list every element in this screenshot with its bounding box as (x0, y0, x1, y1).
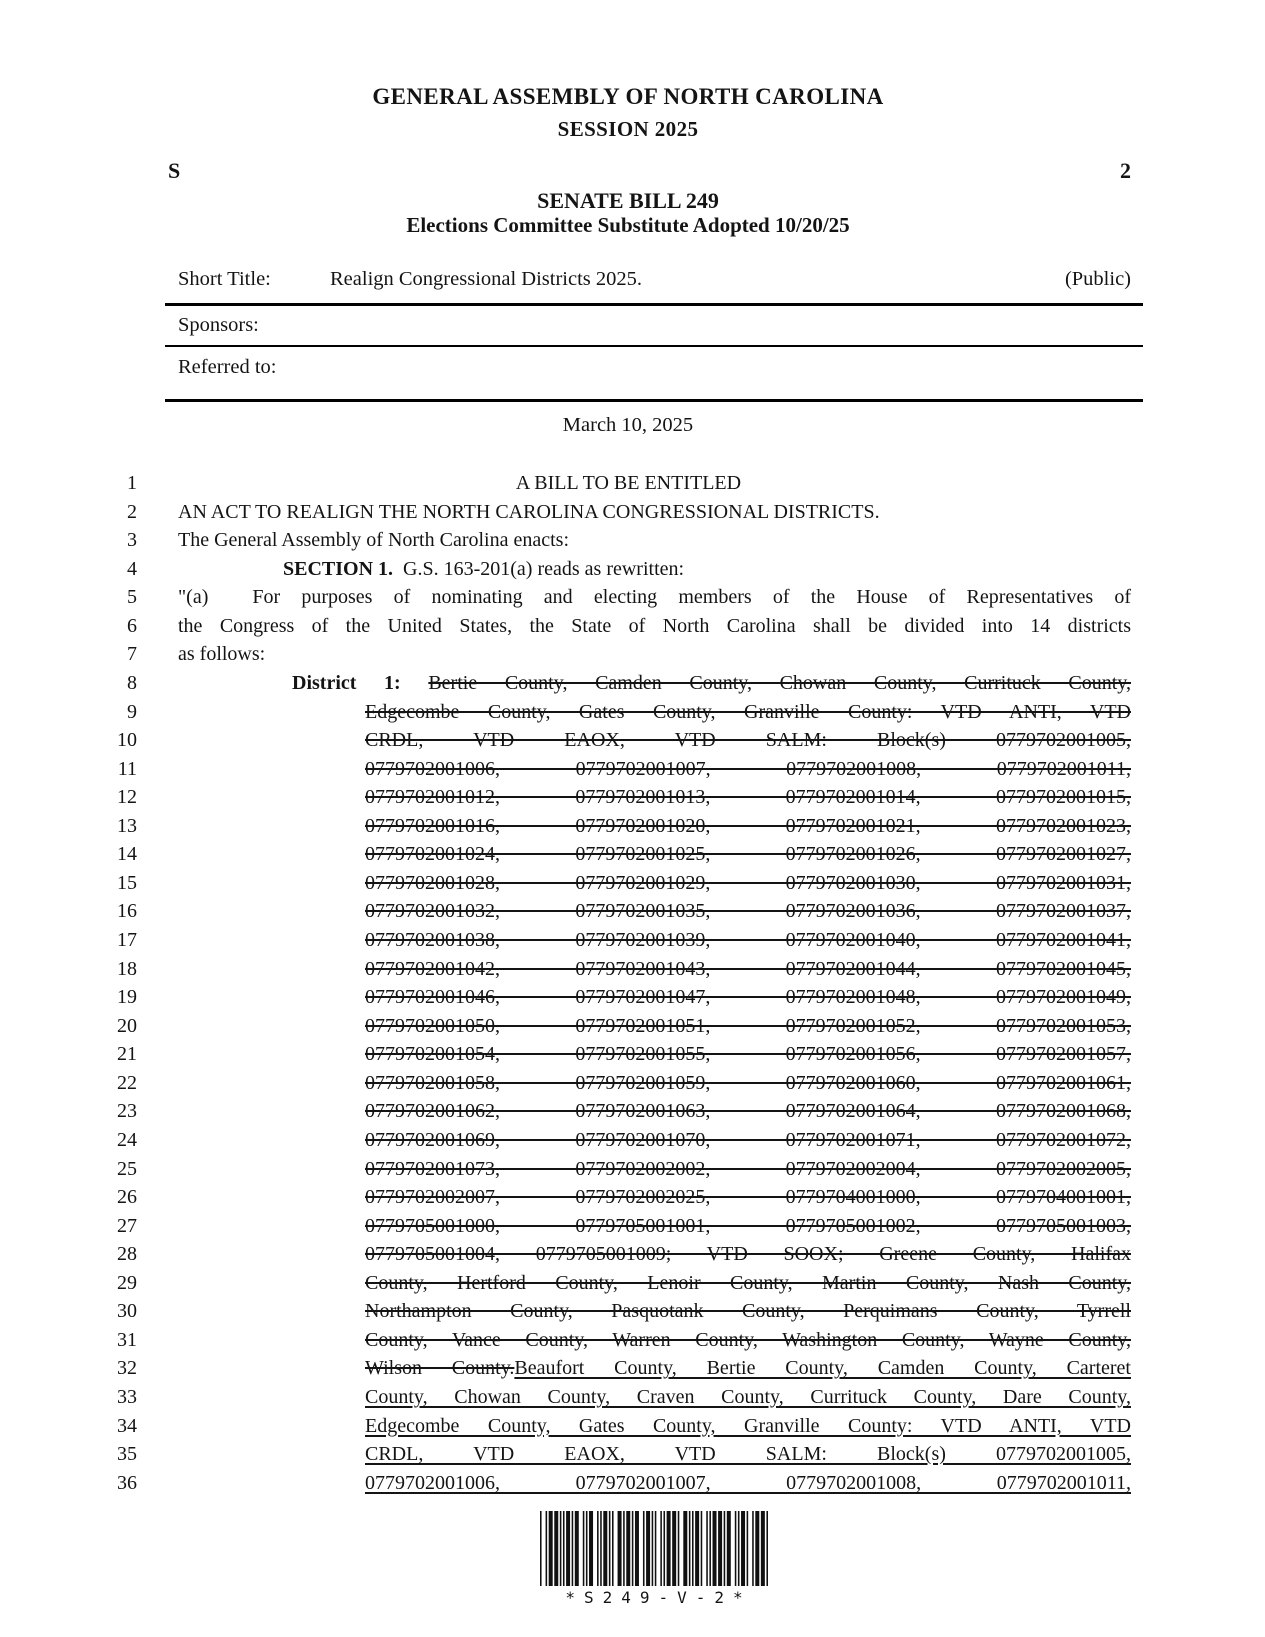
session-title: SESSION 2025 (557, 117, 699, 141)
text-segment: "(a) (178, 586, 209, 609)
bill-line (0, 1183, 1265, 1212)
line-number: 3 (127, 529, 137, 552)
bill-line (0, 698, 1265, 727)
barcode (540, 1511, 768, 1586)
stricken-text: 0779702001042, 0779702001043, 0779702001044, 0779702001045, (365, 957, 1131, 980)
line-number: 12 (117, 786, 137, 809)
stricken-text: 0779702001012, 0779702001013, 0779702001014, 0779702001015, (365, 786, 1131, 809)
stricken-text: 0779702001069, 0779702001070, 0779702001071, 0779702001072, (365, 1128, 1131, 1151)
line-text (178, 783, 1131, 812)
stricken-text: 0779702001058, 0779702001059, 0779702001060, 0779702001061, (365, 1071, 1131, 1094)
stricken-text: County, Vance County, Warren County, Washington County, Wayne County, (365, 1328, 1131, 1351)
stricken-text: 0779702002007, 0779702002025, 0779704001000, 0779704001001, (365, 1186, 1131, 1209)
bill-line (0, 498, 1265, 527)
line-number: 15 (117, 871, 137, 894)
bill-line (0, 1240, 1265, 1269)
line-text (178, 1040, 1131, 1069)
bill-line (0, 1097, 1265, 1126)
bill-line (0, 726, 1265, 755)
line-number: 5 (127, 586, 137, 609)
line-number: 16 (117, 900, 137, 923)
text-segment: the Congress of the United States, the State of North Carolina shall be divided into 14 districts (178, 614, 1131, 637)
short-title-label: Short Title: (178, 268, 271, 290)
chamber-edition-row (168, 158, 1131, 184)
line-number: 26 (117, 1186, 137, 1209)
bill-lines (0, 469, 1265, 1497)
text-segment: SECTION 1. (283, 557, 394, 580)
line-text (178, 955, 1131, 984)
bill-line (0, 1212, 1265, 1241)
sponsors-row (178, 314, 1131, 337)
line-number: 24 (117, 1128, 137, 1151)
line-number: 18 (117, 957, 137, 980)
line-text (178, 1269, 1131, 1298)
line-text (178, 1012, 1131, 1041)
inserted-text: Beaufort County, Bertie County, Camden County, Carteret (514, 1357, 1131, 1380)
line-number: 13 (117, 814, 137, 837)
line-text (178, 983, 1131, 1012)
bill-line (0, 640, 1265, 669)
inserted-text: CRDL, VTD EAOX, VTD SALM: Block(s) 0779702001005, (365, 1443, 1131, 1466)
bill-line (0, 897, 1265, 926)
bill-line (0, 755, 1265, 784)
line-text (178, 698, 1131, 727)
line-number: 23 (117, 1100, 137, 1123)
stricken-text: County, Hertford County, Lenoir County, Martin County, Nash County, (365, 1271, 1131, 1294)
text-segment: AN ACT TO REALIGN THE NORTH CAROLINA CONGRESSIONAL DISTRICTS. (178, 500, 880, 523)
line-text (178, 1240, 1131, 1269)
line-text (178, 812, 1131, 841)
bill-line (0, 1326, 1265, 1355)
line-number: 21 (117, 1043, 137, 1066)
line-number: 4 (127, 557, 137, 580)
barcode-bars (540, 1511, 768, 1586)
line-text (178, 1183, 1131, 1212)
sponsors-label: Sponsors: (178, 314, 259, 336)
bill-line (0, 555, 1265, 584)
line-number: 33 (117, 1386, 137, 1408)
line-text (178, 1297, 1131, 1326)
divider (165, 303, 1143, 306)
inserted-text: 0779702001006, 0779702001007, 0779702001008, 0779702001011, (365, 1471, 1131, 1494)
line-text (178, 526, 1131, 555)
line-number: 9 (127, 700, 137, 723)
bill-line (0, 1383, 1265, 1412)
text-segment: For purposes of nominating and electing members of the House of Representatives of (252, 586, 1131, 609)
bill-line (0, 1069, 1265, 1098)
referred-to-row (178, 356, 1131, 379)
bill-line (0, 669, 1265, 698)
referred-to-label: Referred to: (178, 356, 277, 378)
line-text (178, 1212, 1131, 1241)
divider (165, 399, 1143, 402)
bill-line (0, 1155, 1265, 1184)
bill-date: March 10, 2025 (562, 414, 694, 436)
stricken-text: 0779705001004, 0779705001009; VTD SOOX; Greene County, Halifax (365, 1243, 1131, 1266)
bill-line (0, 1412, 1265, 1441)
line-text (178, 1097, 1131, 1126)
bill-line (0, 1012, 1265, 1041)
barcode-label: *S249-V-2* (565, 1588, 752, 1607)
short-title-row (178, 268, 1131, 291)
text-segment: District 1: (292, 671, 429, 694)
stricken-text: 0779702001062, 0779702001063, 0779702001064, 0779702001068, (365, 1100, 1131, 1123)
bill-line (0, 1126, 1265, 1155)
line-text (178, 1469, 1131, 1498)
stricken-text: Edgecombe County, Gates County, Granville County: VTD ANTI, VTD (365, 700, 1131, 723)
text-segment: A BILL TO BE ENTITLED (515, 472, 742, 494)
line-number: 20 (117, 1014, 137, 1037)
line-number: 11 (117, 757, 137, 780)
stricken-text: Bertie County, Camden County, Chowan County, Currituck County, (428, 671, 1131, 694)
line-text (178, 640, 1131, 669)
line-text (178, 1354, 1131, 1383)
line-text (178, 755, 1131, 784)
line-number: 31 (117, 1328, 137, 1351)
line-text (178, 1412, 1131, 1441)
line-text (178, 555, 1131, 584)
line-text (178, 1155, 1131, 1184)
bill-number-title: SENATE BILL 249 (537, 188, 719, 213)
line-number: 35 (117, 1443, 137, 1466)
line-number: 27 (117, 1214, 137, 1237)
bill-line (0, 1354, 1265, 1383)
line-text (178, 1326, 1131, 1355)
inserted-text: Edgecombe County, Gates County, Granville County: VTD ANTI, VTD (365, 1414, 1131, 1437)
line-text (178, 469, 1131, 498)
stricken-text: 0779702001016, 0779702001020, 0779702001021, 0779702001023, (365, 814, 1131, 837)
bill-line (0, 1040, 1265, 1069)
bill-line (0, 583, 1265, 612)
line-text (178, 1440, 1131, 1469)
bill-line (0, 469, 1265, 498)
stricken-text: 0779702001050, 0779702001051, 0779702001052, 0779702001053, (365, 1014, 1131, 1037)
line-number: 8 (127, 671, 137, 694)
bill-line (0, 1440, 1265, 1469)
stricken-text: 0779702001006, 0779702001007, 0779702001008, 0779702001011, (365, 757, 1131, 780)
line-number: 32 (117, 1357, 137, 1380)
line-text (178, 840, 1131, 869)
line-number: 28 (117, 1243, 137, 1266)
bill-line (0, 612, 1265, 641)
bill-line (0, 1469, 1265, 1498)
bill-line (0, 1297, 1265, 1326)
line-text (178, 897, 1131, 926)
line-number: 10 (117, 729, 137, 752)
line-text (178, 669, 1131, 698)
bill-line (0, 812, 1265, 841)
line-text (178, 612, 1131, 641)
assembly-title: GENERAL ASSEMBLY OF NORTH CAROLINA (372, 84, 884, 109)
line-number: 36 (117, 1471, 137, 1494)
bill-line (0, 955, 1265, 984)
edition-number: 2 (1120, 158, 1131, 183)
line-number: 22 (117, 1071, 137, 1094)
line-number: 2 (127, 500, 137, 523)
line-text (178, 498, 1131, 527)
stricken-text: Wilson County. (365, 1357, 515, 1380)
stricken-text: 0779702001024, 0779702001025, 0779702001026, 0779702001027, (365, 843, 1131, 866)
line-text (178, 726, 1131, 755)
line-number: 34 (117, 1414, 137, 1437)
line-text (178, 1069, 1131, 1098)
line-text (178, 869, 1131, 898)
text-segment: G.S. 163-201(a) reads as rewritten: (403, 557, 685, 580)
bill-line (0, 869, 1265, 898)
line-text (178, 1383, 1131, 1412)
line-number: 19 (117, 986, 137, 1009)
bill-line (0, 783, 1265, 812)
stricken-text: 0779702001038, 0779702001039, 0779702001040, 0779702001041, (365, 929, 1131, 951)
stricken-text: Northampton County, Pasquotank County, Perquimans County, Tyrrell (365, 1300, 1131, 1323)
line-number: 17 (117, 929, 137, 951)
bill-line (0, 926, 1265, 955)
line-text (178, 583, 1131, 612)
line-text (178, 926, 1131, 955)
committee-subtitle: Elections Committee Substitute Adopted 10/20/25 (406, 213, 850, 237)
bill-line (0, 840, 1265, 869)
line-text (178, 1126, 1131, 1155)
line-number: 30 (117, 1300, 137, 1323)
text-segment: as follows: (178, 643, 266, 666)
tab-spacer (208, 602, 252, 603)
stricken-text: 0779702001032, 0779702001035, 0779702001036, 0779702001037, (365, 900, 1131, 923)
chamber-letter: S (168, 158, 181, 183)
stricken-text: 0779702001028, 0779702001029, 0779702001030, 0779702001031, (365, 871, 1131, 894)
line-number: 7 (127, 643, 137, 666)
stricken-text: 0779702001046, 0779702001047, 0779702001048, 0779702001049, (365, 986, 1131, 1009)
line-number: 29 (117, 1271, 137, 1294)
divider (165, 345, 1143, 347)
stricken-text: CRDL, VTD EAOX, VTD SALM: Block(s) 0779702001005, (365, 729, 1131, 752)
short-title-value: Realign Congressional Districts 2025. (330, 268, 643, 290)
bill-line (0, 1269, 1265, 1298)
stricken-text: 0779705001000, 0779705001001, 0779705001002, 0779705001003, (365, 1214, 1131, 1237)
inserted-text: County, Chowan County, Craven County, Currituck County, Dare County, (365, 1386, 1131, 1408)
public-designation: (Public) (1064, 268, 1131, 290)
stricken-text: 0779702001054, 0779702001055, 0779702001056, 0779702001057, (365, 1043, 1131, 1066)
line-number: 6 (127, 614, 137, 637)
line-number: 1 (127, 472, 137, 494)
bill-line (0, 983, 1265, 1012)
stricken-text: 0779702001073, 0779702002002, 0779702002004, 0779702002005, (365, 1157, 1131, 1180)
line-number: 25 (117, 1157, 137, 1180)
line-number: 14 (117, 843, 137, 866)
bill-line (0, 526, 1265, 555)
text-segment: The General Assembly of North Carolina enacts: (178, 529, 569, 552)
